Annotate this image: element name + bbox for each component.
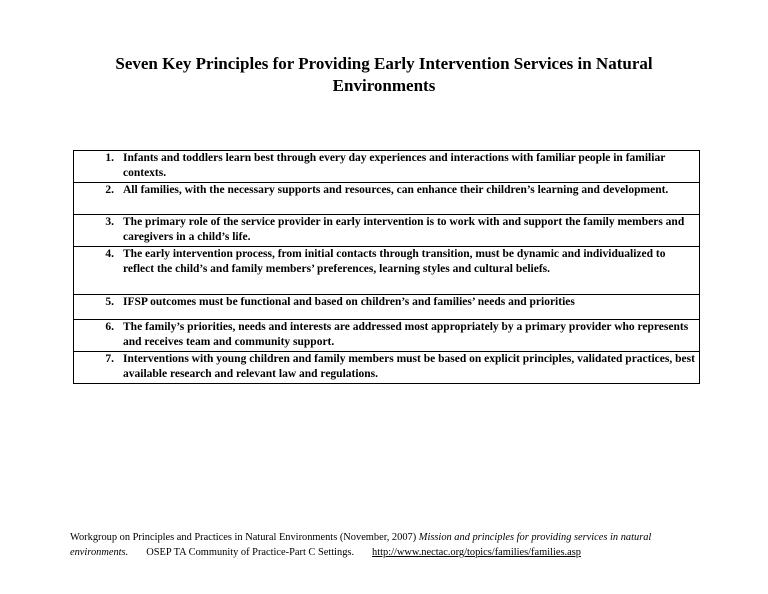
principle-text: IFSP outcomes must be functional and based on children’s and families’ needs and priorities [123, 296, 575, 308]
principle-text: The primary role of the service provider in early intervention is to work with and support the family members and caregivers in a child’s life. [123, 216, 685, 244]
principle-cell-5 [74, 295, 700, 320]
principle-number: 1. [105, 152, 114, 164]
title-line-2: Environments [332, 76, 436, 95]
principle-number: 7. [105, 353, 114, 365]
principle-row-3 [74, 215, 700, 247]
principle-row-7 [74, 352, 700, 384]
principle-text: Infants and toddlers learn best through every day experiences and interactions with familiar people in familiar contexts. [123, 152, 666, 180]
principle-cell-7 [74, 352, 700, 384]
principle-cell-1 [74, 151, 700, 183]
title-line-1: Seven Key Principles for Providing Early Intervention Services in Natural [115, 54, 653, 73]
citation [70, 530, 710, 560]
principle-row-4 [74, 247, 700, 295]
document-title [60, 53, 708, 97]
principles-table [73, 150, 700, 384]
citation-work-title: Mission and principles for providing services in natural environments. [70, 532, 652, 558]
principle-row-6 [74, 320, 700, 352]
citation-url-link[interactable]: http://www.nectac.org/topics/families/families.asp [372, 547, 581, 558]
principle-text: The family’s priorities, needs and interests are addressed most appropriately by a primary provider who represents and receives team and community support. [123, 321, 689, 349]
principle-number: 4. [105, 248, 114, 260]
citation-publisher: OSEP TA Community of Practice-Part C Settings. [146, 547, 355, 558]
principle-row-1 [74, 151, 700, 183]
principle-number: 2. [105, 184, 114, 196]
principle-number: 6. [105, 321, 114, 333]
principle-text: Interventions with young children and family members must be based on explicit principles, validated practices, best available research and relevant law and regulations. [123, 353, 695, 381]
principle-cell-4 [74, 247, 700, 295]
principle-cell-2 [74, 183, 700, 215]
principle-text: All families, with the necessary supports and resources, can enhance their children’s learning and development. [123, 184, 669, 196]
principle-number: 3. [105, 216, 114, 228]
principle-row-2 [74, 183, 700, 215]
citation-source: Workgroup on Principles and Practices in Natural Environments (November, 2007) [70, 532, 417, 543]
principle-row-5 [74, 295, 700, 320]
principle-text: The early intervention process, from initial contacts through transition, must be dynamic and individualized to reflect the child’s and family members’ preferences, learning styles and cultural beliefs. [123, 248, 666, 276]
principle-number: 5. [105, 296, 114, 308]
principle-cell-3 [74, 215, 700, 247]
principle-cell-6 [74, 320, 700, 352]
